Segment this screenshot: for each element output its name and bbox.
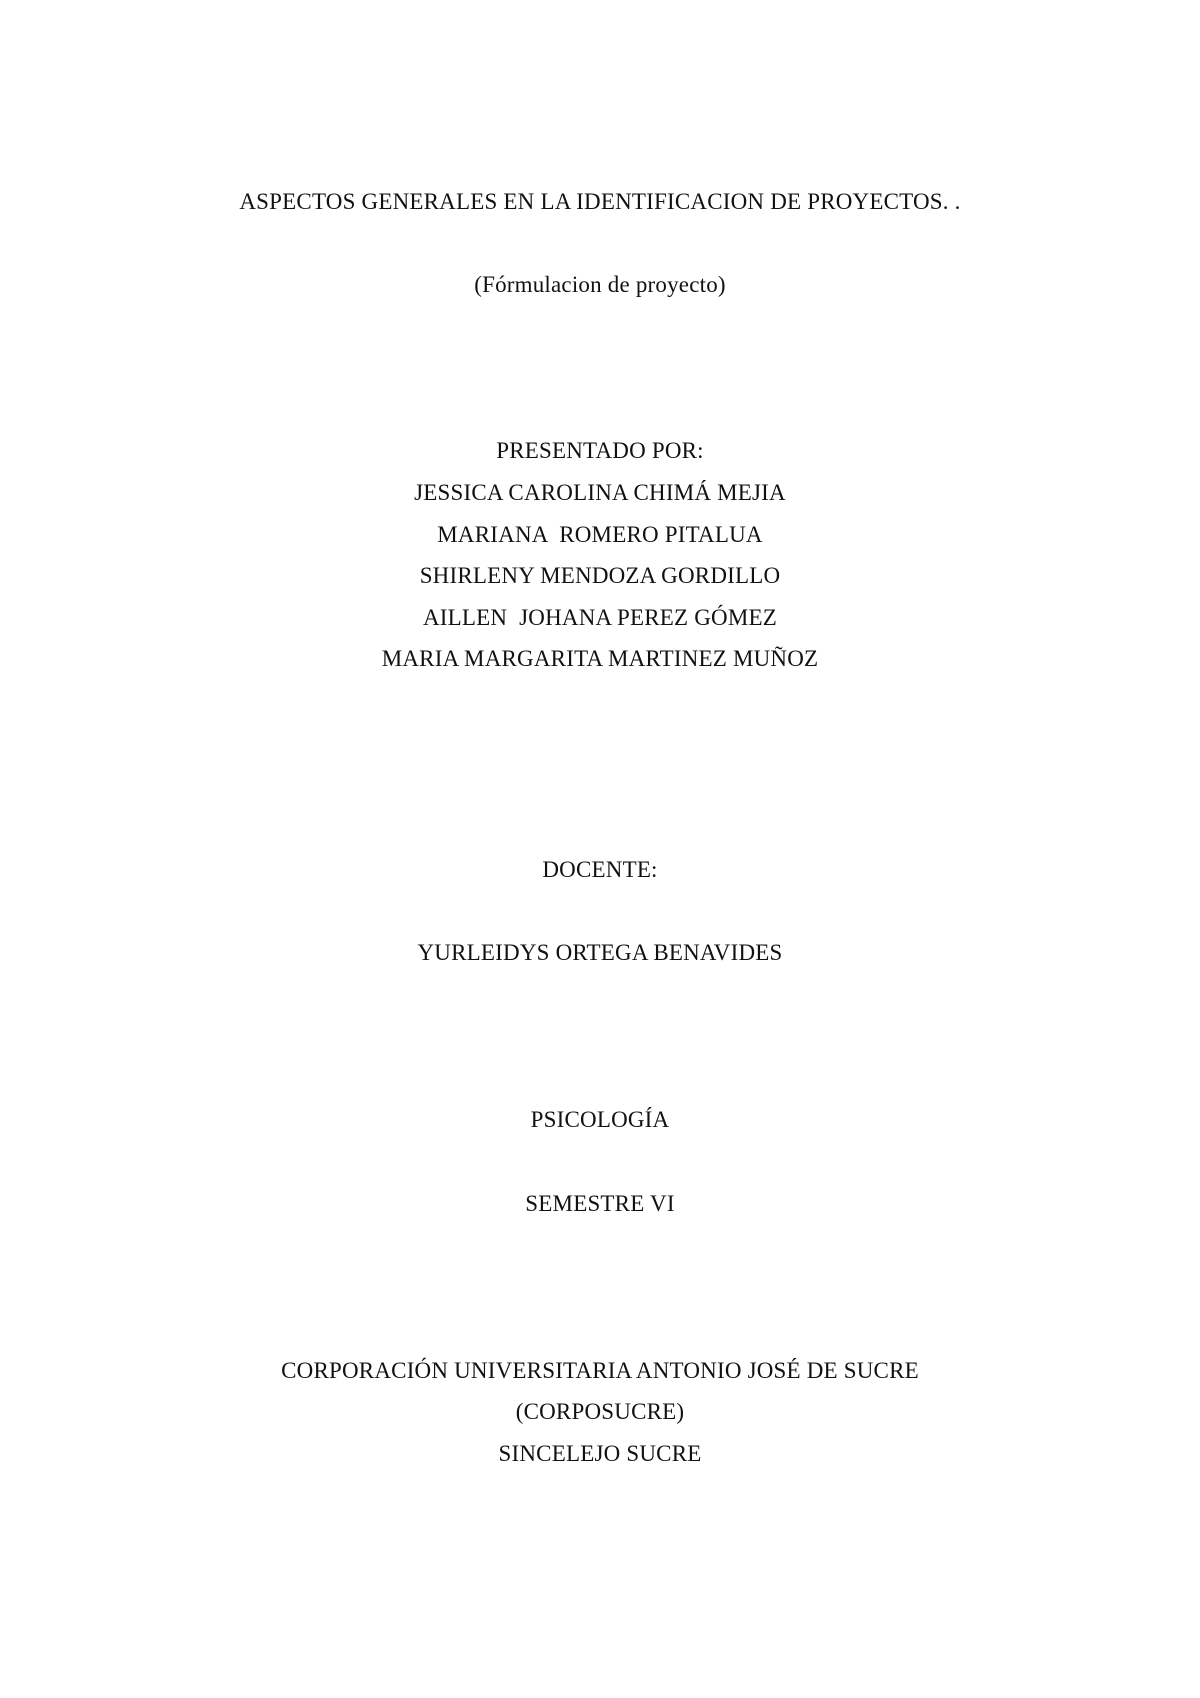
presented-by-label: PRESENTADO POR: xyxy=(496,438,704,463)
teacher-label: DOCENTE: xyxy=(542,857,658,882)
city: SINCELEJO SUCRE xyxy=(498,1441,702,1466)
teacher-name: YURLEIDYS ORTEGA BENAVIDES xyxy=(417,940,783,965)
author-name: MARIA MARGARITA MARTINEZ MUÑOZ xyxy=(381,646,819,671)
document-subtitle: (Fórmulacion de proyecto) xyxy=(474,272,726,297)
author-name: MARIANA ROMERO PITALUA xyxy=(437,522,763,547)
author-name: AILLEN JOHANA PEREZ GÓMEZ xyxy=(422,605,777,630)
semester: SEMESTRE VI xyxy=(525,1191,675,1216)
author-name: SHIRLENY MENDOZA GORDILLO xyxy=(419,563,781,588)
institution-name: CORPORACIÓN UNIVERSITARIA ANTONIO JOSÉ DE SUCRE xyxy=(281,1358,919,1383)
document-title: ASPECTOS GENERALES EN LA IDENTIFICACION DE PROYECTOS. . xyxy=(239,189,961,214)
program-name: PSICOLOGÍA xyxy=(530,1107,670,1132)
institution-short-name: (CORPOSUCRE) xyxy=(515,1399,685,1424)
author-name: JESSICA CAROLINA CHIMÁ MEJIA xyxy=(414,480,786,505)
